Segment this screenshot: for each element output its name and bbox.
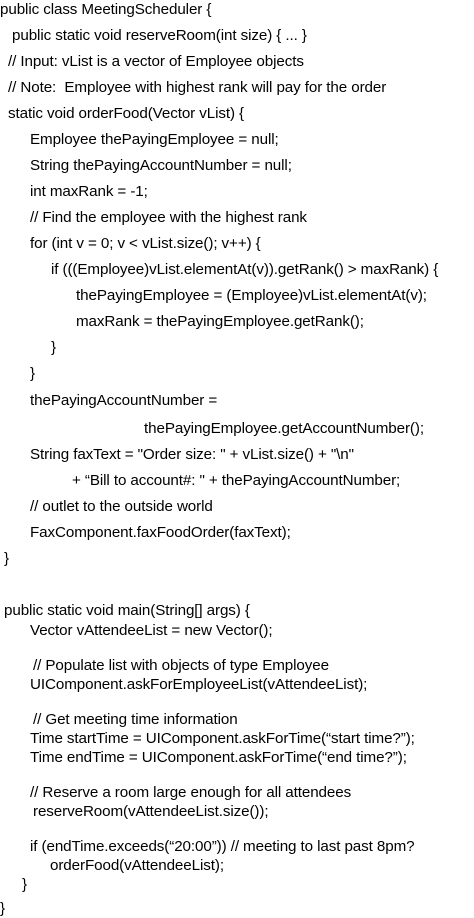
code-line: String faxText = "Order size: " + vList.size() + "\n": [30, 446, 354, 463]
code-line: FaxComponent.faxFoodOrder(faxText);: [30, 524, 291, 541]
code-line: for (int v = 0; v < vList.size(); v++) {: [30, 235, 261, 252]
code-line: // Populate list with objects of type Employee: [33, 657, 329, 674]
code-line: // Find the employee with the highest rank: [30, 209, 307, 226]
code-line: }: [0, 900, 5, 917]
code-line: }: [30, 365, 35, 382]
code-line: }: [4, 550, 9, 567]
code-line: // outlet to the outside world: [30, 498, 213, 515]
code-line: public class MeetingScheduler {: [0, 1, 212, 18]
code-line: }: [22, 876, 27, 893]
code-line: public static void reserveRoom(int size) { ... }: [12, 27, 307, 44]
code-line: // Input: vList is a vector of Employee objects: [8, 53, 304, 70]
code-line: Employee thePayingEmployee = null;: [30, 131, 279, 148]
code-line: thePayingEmployee.getAccountNumber();: [144, 420, 424, 437]
code-line: public static void main(String[] args) {: [4, 602, 250, 619]
code-line: }: [51, 339, 56, 356]
code-line: maxRank = thePayingEmployee.getRank();: [76, 313, 364, 330]
code-line: int maxRank = -1;: [30, 183, 148, 200]
code-line: thePayingAccountNumber =: [30, 392, 218, 409]
code-line: // Get meeting time information: [33, 711, 238, 728]
code-line: UIComponent.askForEmployeeList(vAttendeeList);: [30, 676, 368, 693]
code-line: Time startTime = UIComponent.askForTime(“start time?”);: [30, 730, 415, 747]
code-line: Vector vAttendeeList = new Vector();: [30, 622, 273, 639]
code-line: reserveRoom(vAttendeeList.size());: [33, 803, 269, 820]
code-line: // Note: Employee with highest rank will pay for the order: [8, 79, 387, 96]
code-line: orderFood(vAttendeeList);: [50, 857, 224, 874]
code-line: if (endTime.exceeds(“20:00”)) // meeting to last past 8pm?: [30, 838, 415, 855]
code-line: if (((Employee)vList.elementAt(v)).getRank() > maxRank) {: [51, 261, 439, 278]
code-line: + “Bill to account#: " + thePayingAccountNumber;: [72, 472, 401, 489]
code-line: Time endTime = UIComponent.askForTime(“end time?”);: [30, 749, 407, 766]
code-line: thePayingEmployee = (Employee)vList.elementAt(v);: [76, 287, 427, 304]
code-line: String thePayingAccountNumber = null;: [30, 157, 292, 174]
code-line: // Reserve a room large enough for all attendees: [30, 784, 352, 801]
code-line: static void orderFood(Vector vList) {: [8, 105, 245, 122]
